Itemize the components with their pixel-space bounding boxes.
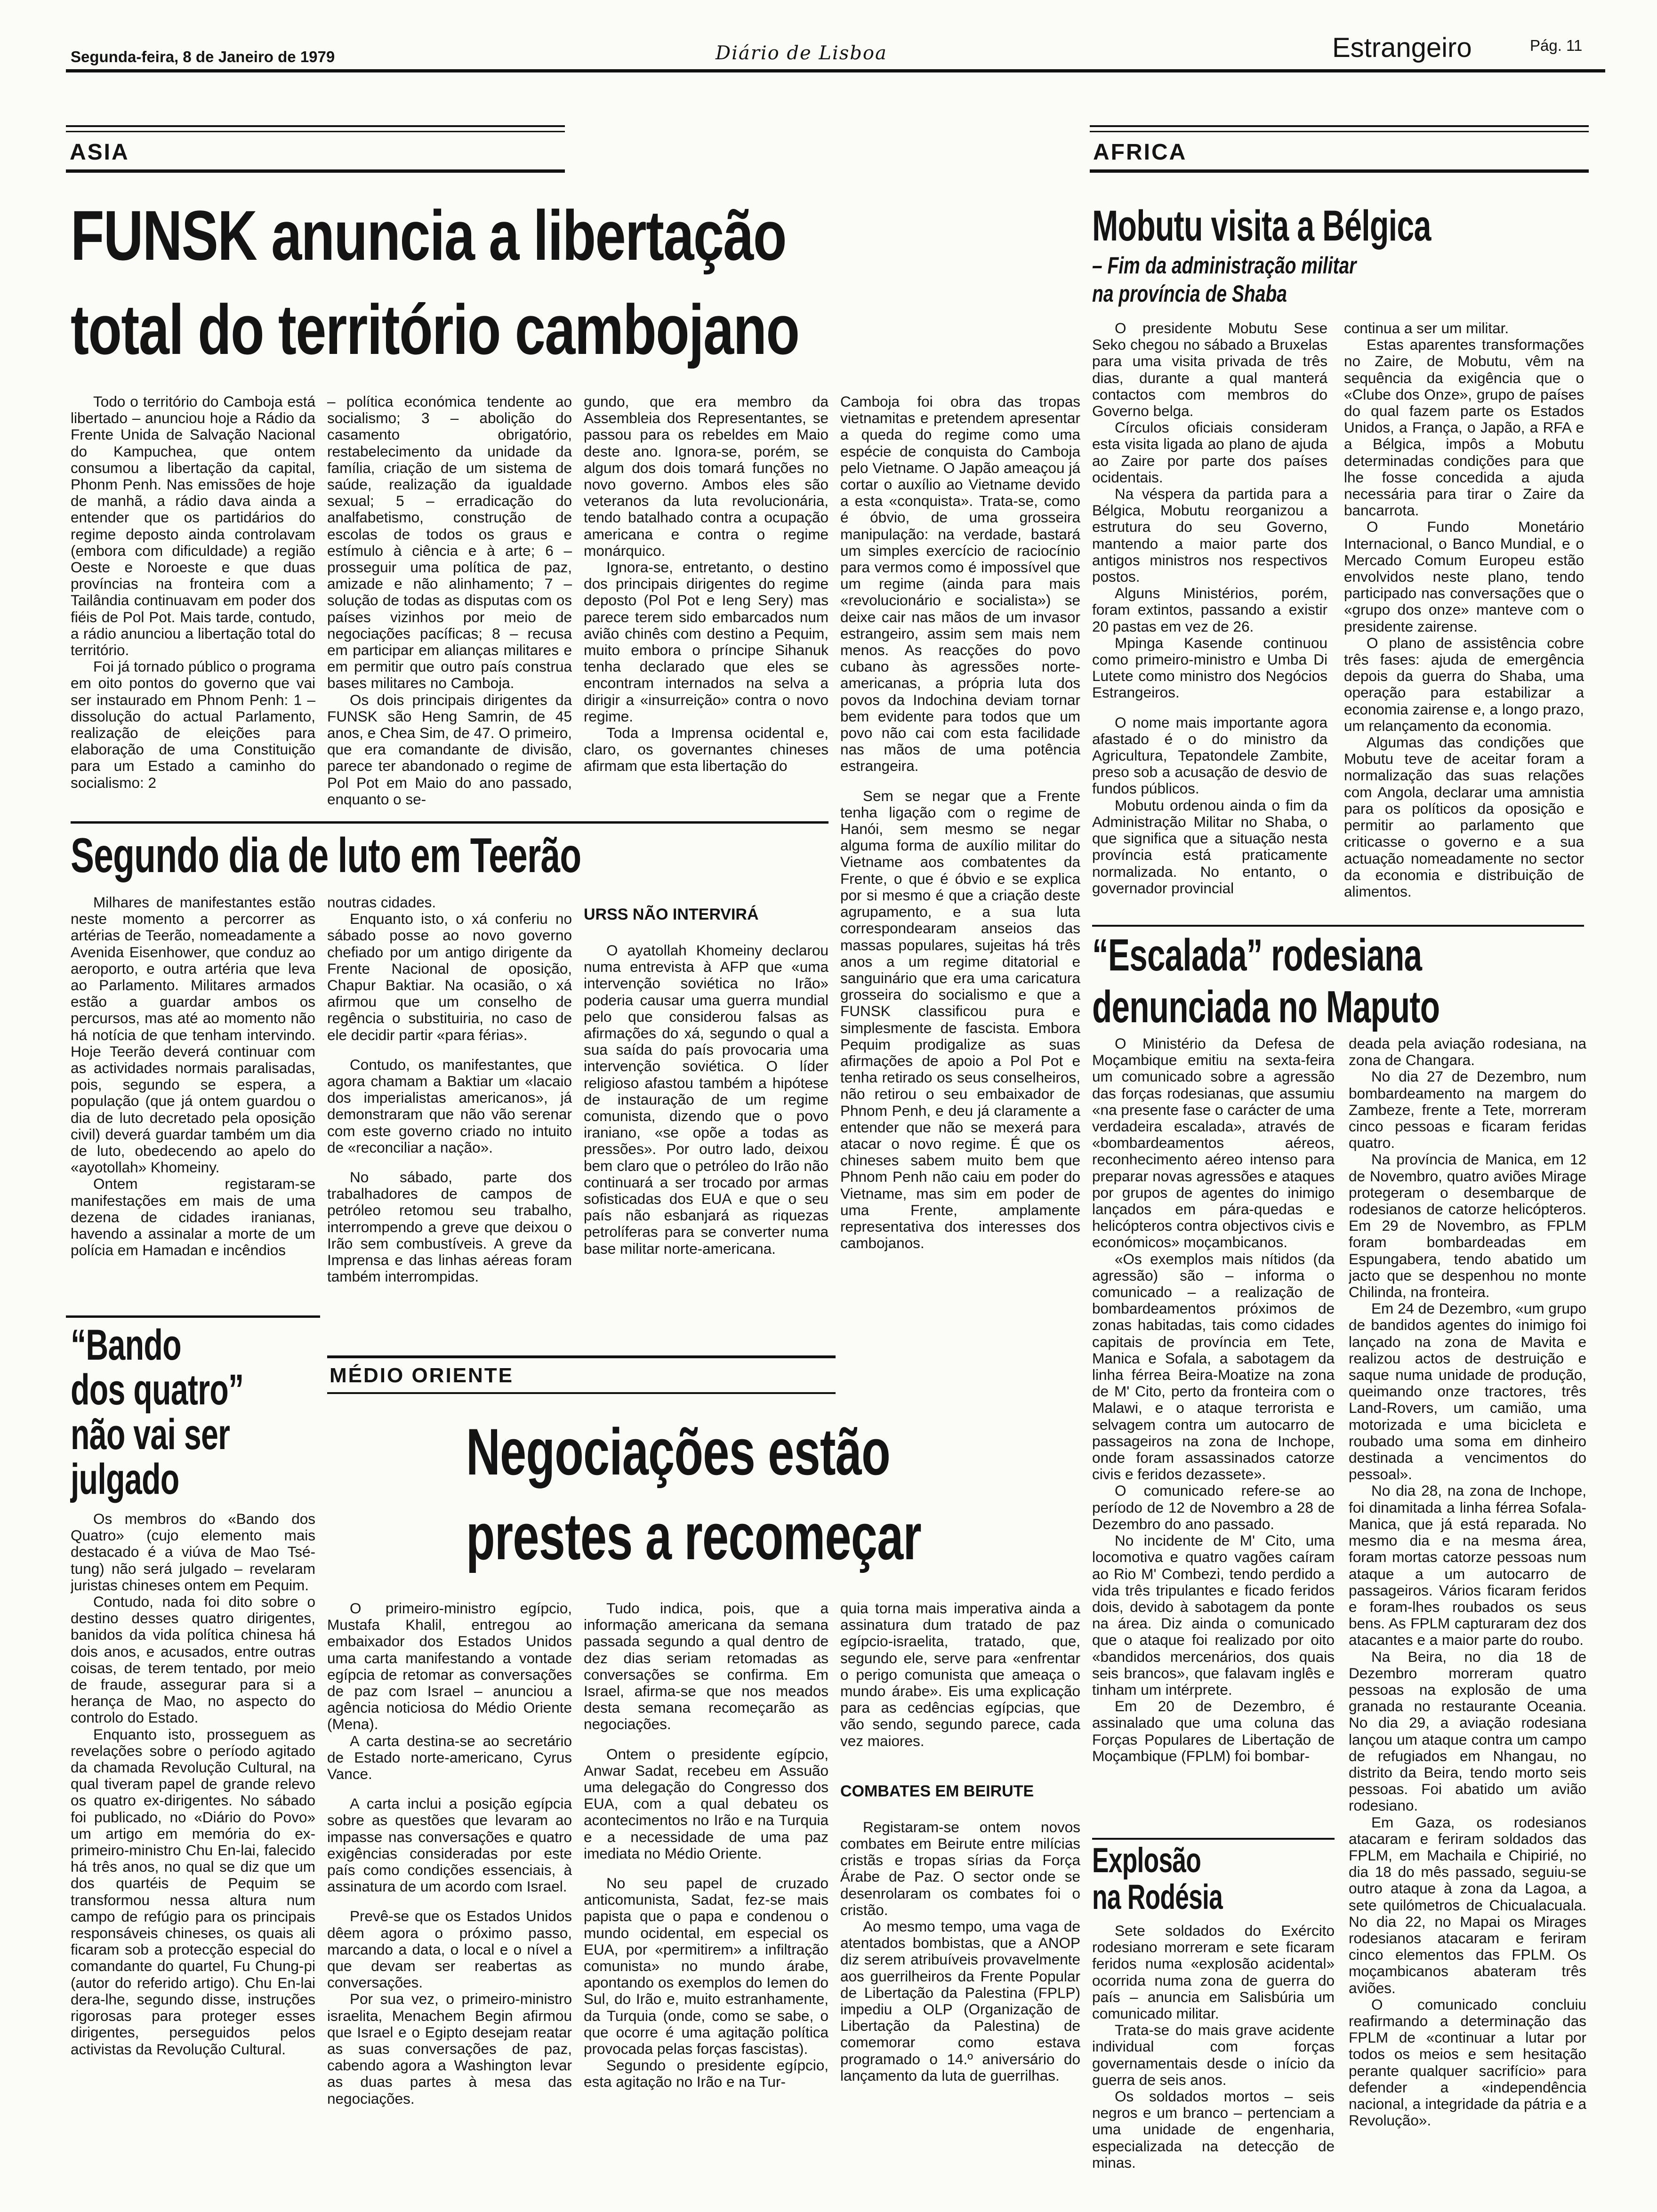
paragraph: Em 20 de Dezembro, é assinalado que uma coluna das Forças Populares de Libertação de Moçambique (FPLM) foi bombar- bbox=[1092, 1698, 1335, 1764]
bando-headline-line1: “Bando bbox=[71, 1321, 181, 1369]
paragraph: Em Gaza, os rodesianos atacaram e feriram soldados das FPLM, em Machaila e Chipirié, no dia 18 do mês passado, seguiu-se outro ataque à zona da Lagoa, a sete quilómetros de Chicualacuala. No dia 22, no Mapai os Mirages rodesianos atacaram e feriram cinco elementos das FPLM. Os moçambicanos abateram três aviões. bbox=[1349, 1813, 1586, 1996]
explosao-headline-line1: Explosão bbox=[1092, 1841, 1201, 1880]
paragraph: Enquanto isto, prosseguem as revelações sobre o período agitado da chamada Revolução Cultural, na qual tiveram papel de grande relevo os quatro ex-dirigentes. No sábado foi publicado, no «Diário do Povo» um artigo em memória do ex-primeiro-ministro Chu En-lai, falecido há três anos, no qual se diz que um dos quartéis de Pequim se transformou nessa altura num campo de refúgio para os principais responsáveis chineses, os quais ali ficaram sob a protecção especial do comandante do quartel, Fu Chung-pi (autor do referido artigo). Chu En-lai dera-lhe, segundo disse, instruções rigorosas para proteger esses dirigentes, perseguidos pelos activistas da Revolução Cultural. bbox=[71, 1725, 315, 2058]
paragraph: Ao mesmo tempo, uma vaga de atentados bombistas, que a ANOP diz serem atribuíveis provavelmente aos guerrilheiros da Frente Popular de Libertação da Palestina (FPLP) impediu a OLP (Organização de Libertação da Palestina) de comemorar como estava programado o 14.º aniversário do lançamento da luta de guerrilhas. bbox=[840, 1918, 1080, 2084]
paragraph: No incidente de M' Cito, uma locomotiva e quatro vagões caíram ao Rio M' Combezi, tendo perdido a vida três tripulantes e ficado feridos dois, devido à sabotagem da ponte na área. Diz ainda o comunicado que o ataque foi realizado por oito «bandidos mercenários, dos quais seis brancos», que falavam inglês e tinham um intérprete. bbox=[1092, 1532, 1335, 1698]
paragraph: noutras cidades. bbox=[327, 894, 436, 911]
africa-rule-bottom bbox=[1090, 169, 1589, 173]
paragraph: O plano de assistência cobre três fases: ajuda de emergência depois da guerra do Shaba, uma operação para estabilizar a economia zairense e, a longo prazo, um relançamento da economia. bbox=[1344, 634, 1584, 734]
negociacoes-col-1 bbox=[327, 1600, 572, 2188]
paragraph: O presidente Mobutu Sese Seko chegou no sábado a Bruxelas para uma visita privada de três dias, durante a qual manterá contactos com membros do Governo belga. bbox=[1092, 320, 1327, 420]
paragraph: Contudo, os manifestantes, que agora chamam a Baktiar um «lacaio dos imperialistas americanos», já demonstraram que não vão serenar com este governo criado no intuito de «reconciliar a nação». bbox=[327, 1056, 572, 1156]
mobutu-subheadline-2: na província de Shaba bbox=[1092, 281, 1287, 307]
africa-rule-top bbox=[1090, 125, 1589, 127]
paragraph: O comunicado concluiu reafirmando a determinação das FPLM de «continuar a lutar por todos os meios e sem hesitação perante qualquer sacrifício» para defender a «independência nacional, a integridade da pátria e a Revolução». bbox=[1349, 1996, 1586, 2129]
escalada-headline-line1: “Escalada” rodesiana bbox=[1092, 930, 1422, 980]
issue-date: Segunda-feira, 8 de Janeiro de 1979 bbox=[71, 48, 335, 65]
asia-rule-top bbox=[66, 125, 565, 127]
paragraph: gundo, que era membro da Assembleia dos Representantes, se passou para os rebeldes em Maio deste ano. Ignora-se, porém, se algum dos dois tomará funções no novo governo. Ambos eles são veteranos da luta revolucionária, tendo batalhado contra a ocupação americana e contra o regime monárquico. bbox=[584, 393, 828, 559]
bando-rule bbox=[66, 1315, 320, 1318]
mobutu-subheadline-1: – Fim da administração militar bbox=[1092, 252, 1357, 279]
paragraph: O ayatollah Khomeiny declarou numa entrevista à AFP que «uma intervenção soviética no Irão» poderia causar uma guerra mundial pelo que considerou falsas as afirmações do xá, segundo o qual a sua saída do país provocaria uma intervenção soviética. O líder religioso afastou também a hipótese de instauração de um regime comunista, dizendo que o povo iraniano, «se opõe a todas as pressões». Por outro lado, deixou bem claro que o petróleo do Irão não continuará a ser trocado por armas sofisticadas dos EUA e que o seu país não esbanjará as riquezas petrolíferas para se converter numa base militar norte-americana. bbox=[584, 942, 828, 1257]
paragraph: O primeiro-ministro egípcio, Mustafa Khalil, entregou ao embaixador dos Estados Unidos uma carta manifestando a vontade egípcia de retomar as conversações de paz com Israel – anunciou a agência noticiosa do Médio Oriente (Mena). bbox=[327, 1600, 572, 1733]
explosao-headline-line2: na Rodésia bbox=[1092, 1877, 1223, 1916]
paragraph: O nome mais importante agora afastado é o do ministro da Agricultura, Tepatondele Zambite, preso sob a acusação de desvio de fundos públicos. bbox=[1092, 713, 1327, 797]
paragraph: Sem se negar que a Frente tenha ligação com o regime de Hanói, sem mesmo se negar alguma forma de auxílio militar do Vietname aos combatentes da Frente, o que é óbvio e se explica por si mesmo é que a criação deste agrupamento, e a sua luta correspondearam anseios das massas populares, sujeitas há três anos a um regime ditatorial e sanguinário que era uma caricatura grosseira do socialismo e que a FUNSK classificou pura e simplesmente de fascista. Embora Pequim prodigalize as suas afirmações de apoio a Pol Pot e tenha retirado os seus conselheiros, não retirou o seu embaixador de Phnom Penh, e deu já claramente a entender que não se mexerá para atacar o novo regime. É que os chineses sabem muito bem que Phnom Penh não caiu em poder do Vietname, mas sim em poder de uma Frente, amplamente representativa dos interesses dos cambojanos. bbox=[840, 787, 1080, 1252]
paragraph: Os soldados mortos – seis negros e um branco – pertenciam a uma unidade de engenharia, especializada na detecção de minas. bbox=[1092, 2088, 1335, 2171]
teerao-col-2 bbox=[327, 894, 572, 1403]
paragraph: Ontem o presidente egípcio, Anwar Sadat, recebeu em Assuão uma delegação do Congresso dos EUA, com a qual debateu os acontecimentos no Irão e na Turquia e a necessidade de uma paz imediata no Médio Oriente. bbox=[584, 1745, 828, 1862]
paragraph: O Fundo Monetário Internacional, o Banco Mundial, e o Mercado Comum Europeu estão envolvidos neste plano, tendo participado nas conversações que o «grupo dos onze» manteve com o presidente zairense. bbox=[1344, 518, 1584, 635]
section-label-asia: ASIA bbox=[70, 140, 129, 165]
paragraph: Mobutu ordenou ainda o fim da Administração Militar no Shaba, o que significa que a situação nesta província está praticamente normalizada. No entanto, o governador provincial bbox=[1092, 796, 1327, 897]
paragraph: Contudo, nada foi dito sobre o destino desses quatro dirigentes, banidos da vida política chinesa há dois anos, e acusados, entre outras coisas, de terem tentado, por meio de fraude, assegurar para si a herança de Mao, no aspecto do controlo do Estado. bbox=[71, 1593, 315, 1726]
paragraph: quia torna mais imperativa ainda a assinatura dum tratado de paz egípcio-israelita, tratado, que, segundo ele, serve para «enfrentar o perigo comunista que ameaça o mundo árabe». Eis uma explicação para as cedências egípcias, que vão sendo, segundo parece, cada vez maiores. bbox=[840, 1600, 1080, 1749]
header-rule bbox=[66, 69, 1605, 72]
teerao-rule bbox=[71, 821, 828, 824]
paragraph: Na Beira, no dia 18 de Dezembro morreram quatro pessoas na explosão de uma granada no restaurante Oceania. No dia 29, a aviação rodesiana lançou um ataque contra um campo de refugiados em Nhangau, no distrito da Beira, tendo morto seis pessoas. Foi abatido um avião rodesiano. bbox=[1349, 1648, 1586, 1814]
paragraph: O comunicado refere-se ao período de 12 de Novembro a 28 de Dezembro do ano passado. bbox=[1092, 1482, 1335, 1532]
section-label-africa: AFRICA bbox=[1093, 140, 1187, 165]
bando-headline-line2: dos quatro” bbox=[71, 1366, 244, 1414]
paragraph: Toda a Imprensa ocidental e, claro, os governantes chineses afirmam que esta libertação do bbox=[584, 724, 828, 775]
asia-rule-bottom bbox=[66, 169, 565, 173]
paragraph: No dia 27 de Dezembro, num bombardeamento na margem do Zambeze, frente a Tete, morreram cinco pessoas e ficaram feridas quatro. bbox=[1349, 1068, 1586, 1152]
paragraph: Em 24 de Dezembro, «um grupo de bandidos agentes do inimigo foi lançado na zona de Mavita e realizou actos de destruição e saque numa unidade de produção, queimando onze tractores, três Land-Rovers, um camião, uma motorizada e uma bicicleta e roubado uma soma em dinheiro destinada a vencimentos do pessoal». bbox=[1349, 1300, 1586, 1483]
paragraph: Algumas das condições que Mobutu teve de aceitar foram a normalização das suas relações com Angola, declarar uma amnistia para os políticos da oposição e permitir ao parlamento que criticasse o governo e a sua actuação nomeadamente no sector da economia e distribuição de alimentos. bbox=[1344, 734, 1584, 900]
section-name: Estrangeiro bbox=[1332, 32, 1472, 63]
paragraph: – política económica tendente ao socialismo; 3 – abolição do casamento obrigatório, restabelecimento da unidade da família, criação de um sistema de saúde, realização da igualdade sexual; 5 – erradicação do analfabetismo, construção de escolas de todos os graus e estímulo à ciência e à arte; 6 – prosseguir uma política de paz, amizade e não alinhamento; 7 – solução de todas as disputas com os países vizinhos por meio de negociações pacíficas; 8 – recusa em participar em alianças militares e em permitir que outro país construa bases militares no Camboja. bbox=[327, 393, 572, 692]
section-label-medio-oriente: MÉDIO ORIENTE bbox=[330, 1364, 514, 1387]
funsk-col-1 bbox=[71, 393, 315, 817]
medio-oriente-rule-top bbox=[327, 1355, 836, 1358]
paragraph: Mpinga Kasende continuou como primeiro-ministro e Umba Di Lutete como ministro dos Negócios Estrangeiros. bbox=[1092, 634, 1327, 701]
negociacoes-col-2 bbox=[584, 1600, 828, 2188]
paragraph: No sábado, parte dos trabalhadores de campos de petróleo retomou seu trabalho, interrompendo a greve que deixou o Irão sem combustíveis. A greve da Imprensa e das linhas aéreas foram também interrompidas. bbox=[327, 1169, 572, 1285]
paragraph: deada pela aviação rodesiana, na zona de Changara. bbox=[1349, 1035, 1586, 1069]
negociacoes-headline-line2: prestes a recomeçar bbox=[466, 1499, 921, 1573]
paragraph: Por sua vez, o primeiro-ministro israelita, Menachem Begin afirmou que Israel e o Egipto desejam reatar as suas conversações de paz, cabendo agora a Washington levar as duas partes à mesa das negociações. bbox=[327, 1990, 572, 2107]
paragraph: Registaram-se ontem novos combates em Beirute entre milícias cristãs e tropas sírias da Força Árabe de Paz. O sector onde se desenrolaram os combates foi o cristão. bbox=[840, 1818, 1080, 1918]
paragraph: Trata-se do mais grave acidente individual com forças governamentais desde o início da guerra de seis anos. bbox=[1092, 2021, 1335, 2088]
funsk-col-3 bbox=[584, 393, 828, 817]
paragraph: Segundo o presidente egípcio, esta agitação no Irão e na Tur- bbox=[584, 2057, 828, 2091]
funsk-headline-line1: FUNSK anuncia a libertação bbox=[71, 196, 786, 275]
paragraph: Na véspera da partida para a Bélgica, Mobutu reorganizou a estrutura do seu Governo, mantendo a maior parte dos antigos ministros nos respectivos postos. bbox=[1092, 485, 1327, 585]
paragraph: Estas aparentes transformações no Zaire, de Mobutu, vêm na sequência da exigência que o «Clube dos Onze», grupo de países do qual fazem parte os Estados Unidos, a França, o Japão, a RFA e a Bélgica, impôs a Mobutu determinadas condições para que lhe fosse concedida a ajuda necessária para tirar o Zaire da bancarrota. bbox=[1344, 336, 1584, 519]
paragraph: A carta destina-se ao secretário de Estado norte-americano, Cyrus Vance. bbox=[327, 1732, 572, 1783]
funsk-col-4 bbox=[840, 393, 1080, 1382]
paragraph: continua a ser um militar. bbox=[1344, 320, 1509, 337]
paragraph: No seu papel de cruzado anticomunista, Sadat, fez-se mais papista que o papa e condenou o mundo ocidental, em especial os EUA, por «permitirem» a infiltração comunista» no mundo árabe, apontando os exemplos do Iemen do Sul, do Irão e, muito estranhamente, da Turquia (onde, como se sabe, o que ocorre é uma agitação política provocada pelas forças fascistas). bbox=[584, 1875, 828, 2058]
escalada-col-1 bbox=[1092, 1035, 1335, 1864]
teerao-headline: Segundo dia de luto em Teerão bbox=[71, 828, 581, 883]
paragraph: Alguns Ministérios, porém, foram extintos, passando a existir 20 pastas em vez de 26. bbox=[1092, 585, 1327, 635]
escalada-headline-line2: denunciada no Maputo bbox=[1092, 982, 1440, 1032]
paragraph: Prevê-se que os Estados Unidos dêem agora o próximo passo, marcando a data, o local e o nível a que devam ser reabertas as conversações. bbox=[327, 1907, 572, 1991]
bando-headline-line4: julgado bbox=[71, 1455, 179, 1503]
escalada-rule bbox=[1092, 925, 1584, 927]
paragraph: Todo o território do Camboja está libertado – anunciou hoje a Rádio da Frente Unida de Salvação Nacional do Kampuchea, que ontem consumou a libertação da capital, Phonm Penh. Nas emissões de hoje de manhã, a rádio dava ainda a entender que os partidários do regime deposto ainda controlavam (embora com dificuldade) a região Oeste e Noroeste e que duas províncias na fronteira com a Tailândia continuavam em poder dos fiéis de Pol Pot. Mais tarde, contudo, a rádio anunciou a libertação total do território. bbox=[71, 393, 315, 659]
paragraph: Sete soldados do Exército rodesiano morreram e sete ficaram feridos numa «explosão acidental» ocorrida numa zona de guerra do país – anuncia em Salisbúria um comunicado militar. bbox=[1092, 1923, 1335, 2022]
page-number: Pág. 11 bbox=[1530, 37, 1583, 54]
paragraph: Círculos oficiais consideram esta visita ligada ao plano de ajuda ao Zaire por parte dos países ocidentais. bbox=[1092, 419, 1327, 486]
mobutu-col-2 bbox=[1344, 320, 1584, 937]
escalada-col-2 bbox=[1349, 1035, 1586, 2170]
bando-headline-line3: não vai ser bbox=[71, 1411, 230, 1459]
asia-rule-top2 bbox=[66, 131, 565, 132]
paragraph: Ontem registaram-se manifestações em mais de uma dezena de cidades iranianas, havendo a assinalar a morte de um polícia em Hamadan e incêndios bbox=[71, 1175, 315, 1259]
bando-col-1 bbox=[71, 1511, 315, 2188]
paragraph: «Os exemplos mais nítidos (da agressão) são – informa o comunicado – a realização de bombardeamentos próximos de zonas habitadas, tais como cidades capitais de província em Tete, Manica e Sofala, a sabotagem da linha férrea Beira-Moatize na zona de M' Cito, perto da fronteira com o Malawi, e o ataque terrorista e selvagem contra um autocarro de passageiros na zona de Inchope, onde foram assassinados catorze civis e feridos dezassete». bbox=[1092, 1250, 1335, 1483]
explosao-rule bbox=[1092, 1838, 1335, 1840]
funsk-headline-line2: total do território cambojano bbox=[71, 290, 799, 369]
masthead: Diário de Lisboa bbox=[716, 42, 887, 64]
paragraph: A carta inclui a posição egípcia sobre as questões que levaram ao impasse nas conversações e quatro exigências consideradas por este país como condições essenciais, à assinatura de um acordo com Israel. bbox=[327, 1795, 572, 1895]
combates-kicker: COMBATES EM BEIRUTE bbox=[840, 1782, 1034, 1800]
negociacoes-col-3 bbox=[840, 1600, 1080, 2188]
negociacoes-headline-line1: Negociações estão bbox=[466, 1415, 890, 1489]
medio-oriente-rule-bottom bbox=[327, 1392, 836, 1394]
paragraph: Ignora-se, entretanto, o destino dos principais dirigentes do regime deposto (Pol Pot e Ieng Sery) mas parece terem sido embarcados num avião chinês com destino a Pequim, muito embora o príncipe Sihanuk tenha declarado que eles se encontram internados na selva a dirigir a «insurreição» contra o novo regime. bbox=[584, 559, 828, 725]
teerao-kicker: URSS NÃO INTERVIRÁ bbox=[584, 906, 759, 923]
paragraph: Foi já tornado público o programa em oito pontos do governo que vai ser instaurado em Phnom Penh: 1 – dissolução do actual Parlamento, realização de eleições para elaboração de uma Constituição para um Estado a caminho do socialismo: 2 bbox=[71, 658, 315, 791]
mobutu-col-1 bbox=[1092, 320, 1327, 937]
paragraph: No dia 28, na zona de Inchope, foi dinamitada a linha férrea Sofala-Manica, que já está reparada. No mesmo dia e na mesma área, foram mortas catorze pessoas num ataque a um autocarro de passageiros. Vários ficaram feridos e foram-lhes roubados os seus bens. As FPLM capturaram dez dos atacantes e a maior parte do roubo. bbox=[1349, 1482, 1586, 1649]
paragraph: Enquanto isto, o xá conferiu no sábado posse ao novo governo chefiado por um antigo dirigente da Frente Nacional de oposição, Chapur Baktiar. Na ocasião, o xá afirmou que um conselho de regência o substituiria, no caso de ele decidir partir «para férias». bbox=[327, 910, 572, 1043]
paragraph: O Ministério da Defesa de Moçambique emitiu na sexta-feira um comunicado sobre a agressão das forças rodesianas, que assumiu «na presente fase o carácter de uma verdadeira escalada», através de «bombardeamentos aéreos, reconhecimento aéreo intenso para preparar novas agressões e ataques por grupos de agentes do inimigo lançados em pára-quedas e helicópteros contra objectivos civis e económicos» moçambicanos. bbox=[1092, 1035, 1335, 1251]
paragraph: Milhares de manifestantes estão neste momento a percorrer as artérias de Teerão, nomeadamente a Avenida Eisenhower, que conduz ao aeroporto, e outra artéria que leva ao Parlamento. Militares armados estão a guardar ambos os percursos, mas até ao momento não há notícia de que tenham intervindo. Hoje Teerão deverá continuar com as actividades normais paralisadas, pois, segundo se espera, a população (que já ontem guardou o dia de luto decretado pela oposição civil) deverá guardar também um dia de luto, obedecendo ao apelo do «ayotollah» Khomeiny. bbox=[71, 894, 315, 1176]
paragraph: Os membros do «Bando dos Quatro» (cujo elemento mais destacado é a viúva de Mao Tsé-tung) não será julgado – revelaram juristas chineses ontem em Pequim. bbox=[71, 1511, 315, 1594]
funsk-col-2 bbox=[327, 393, 572, 817]
explosao-col-1 bbox=[1092, 1923, 1335, 2186]
mobutu-headline: Mobutu visita a Bélgica bbox=[1092, 202, 1431, 250]
paragraph: Na província de Manica, em 12 de Novembro, quatro aviões Mirage protegeram o desembarque de rodesianos de catorze helicópteros. Em 29 de Novembro, as FPLM foram bombardeadas em Espungabera, tendo abatido um jacto que se despenhou no monte Chilinda, na fronteira. bbox=[1349, 1151, 1586, 1301]
paragraph: Os dois principais dirigentes da FUNSK são Heng Samrin, de 45 anos, e Chea Sim, de 47. O primeiro, que era comandante de divisão, parece ter abandonado o regime de Pol Pot em Maio do ano passado, enquanto o se- bbox=[327, 691, 572, 808]
paragraph: Camboja foi obra das tropas vietnamitas e pretendem apresentar a queda do regime como uma espécie de conquista do Camboja pelo Vietname. O Japão ameaçou já cortar o auxílio ao Vietname devido a esta «conquista». Trata-se, como é óbvio, de uma grosseira manipulação: na verdade, bastará um simples exercício de raciocínio para vermos como é impossível que um regime (ainda para mais «revolucionário e socialista») se deixe cair nas mãos de um invasor estrangeiro, assim sem mais nem menos. As reacções do povo cubano às agressões norte-americanas, a própria luta dos povos da Indochina deviam tornar bem evidente para todos que um povo não cai com esta facilidade nas mãos de uma potência estrangeira. bbox=[840, 393, 1080, 775]
africa-rule-top2 bbox=[1090, 131, 1589, 132]
teerao-col-3 bbox=[584, 894, 828, 1403]
paragraph: Tudo indica, pois, que a informação americana da semana passada segundo a qual dentro de dez dias seriam retomadas as conversações se confirma. Em Israel, afirma-se que nos meados desta semana recomeçarão as negociações. bbox=[584, 1600, 828, 1733]
